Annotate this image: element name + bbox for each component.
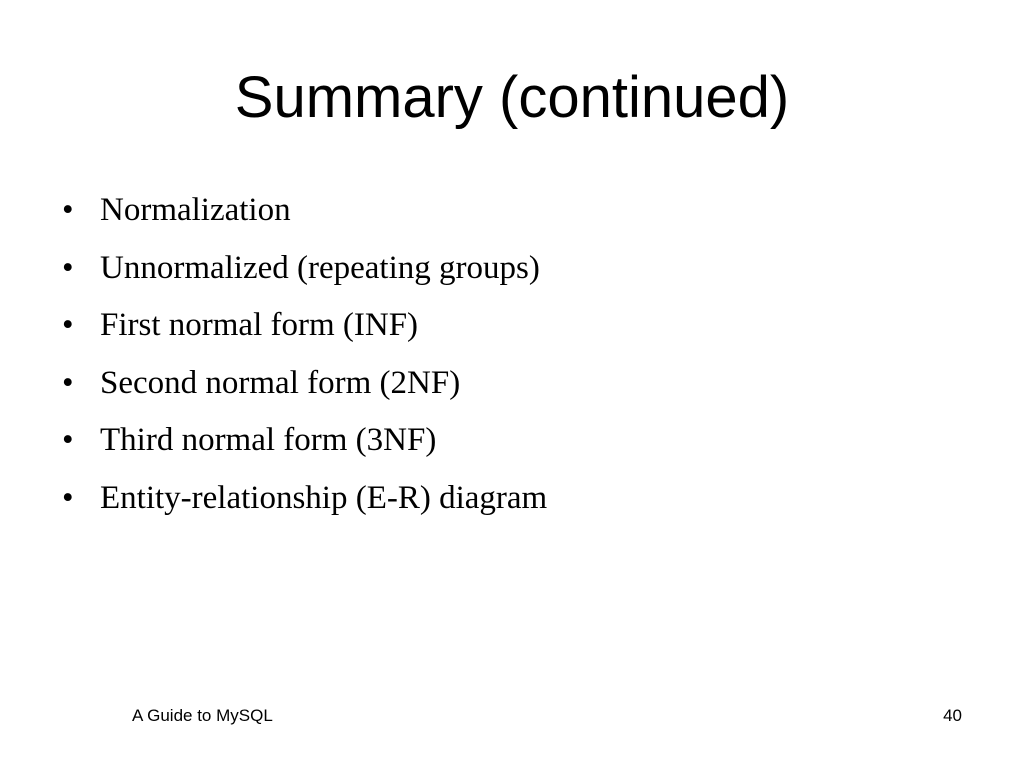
bullet-text: Unnormalized (repeating groups) — [100, 249, 540, 286]
bullet-list — [60, 186, 960, 531]
bullet-marker-icon: • — [62, 249, 74, 286]
bullet-text: First normal form (INF) — [100, 307, 419, 343]
bullet-marker-icon: • — [62, 364, 74, 401]
bullet-item — [60, 474, 960, 532]
bullet-marker-icon: • — [62, 307, 74, 343]
bullet-text: Third normal form (3NF) — [100, 422, 437, 458]
bullet-item — [60, 301, 960, 359]
bullet-text: Normalization — [100, 192, 291, 228]
bullet-marker-icon: • — [62, 479, 74, 516]
bullet-item — [60, 359, 960, 417]
bullet-item — [60, 186, 960, 244]
bullet-marker-icon: • — [62, 192, 74, 228]
bullet-marker-icon: • — [62, 422, 74, 458]
bullet-item — [60, 244, 960, 302]
bullet-text: Entity-relationship (E-R) diagram — [100, 479, 548, 516]
footer-source: A Guide to MySQL — [132, 706, 273, 725]
bullet-text: Second normal form (2NF) — [100, 364, 461, 401]
slide-title: Summary (continued) — [234, 65, 790, 130]
bullet-item — [60, 416, 960, 474]
page-number: 40 — [943, 706, 962, 725]
